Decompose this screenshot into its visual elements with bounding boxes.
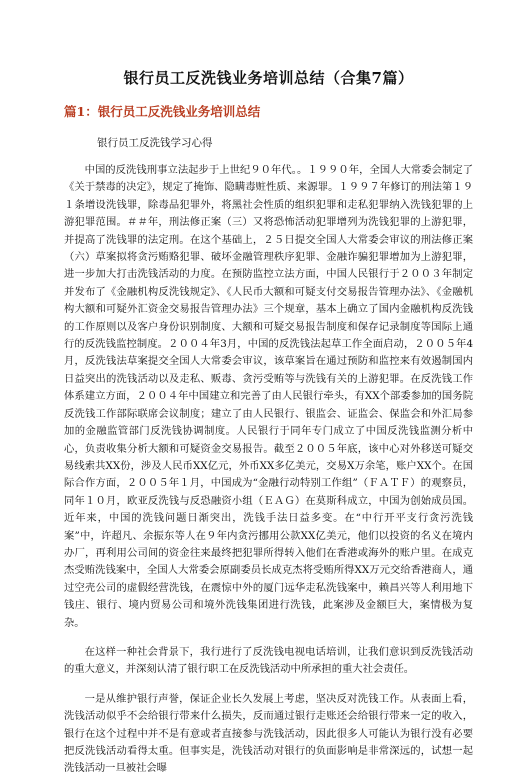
article-subtitle: 银行员工反洗钱学习心得 [97,137,213,149]
section-heading: 篇1：银行员工反洗钱业务培训总结 [64,104,261,119]
document-title: 银行员工反洗钱业务培训总结（合集7篇） [123,69,414,87]
body-paragraph: 一是从维护银行声誉，保证企业长久发展上考虑，坚决反对洗钱工作。从表面上看，洗钱活动似乎不会给银行带来什么损失，反而通过银行走账还会给银行带来一定的收入，银行在这个过程中并不是有意或者直接参与洗钱活动，因此很多人可能认为银行没有必要把反洗钱活动看得太重。但事实是，洗钱活动对银行的负面影响是非常深远的，试想一起洗钱活动一旦被社会曝 [64,692,473,775]
body-paragraph: 在这样一种社会背景下，我行进行了反洗钱电视电话培训，让我们意识到反洗钱活动的重大意义，并深刻认清了银行职工在反洗钱活动中所承担的重大社会责任。 [64,645,473,676]
body-paragraph: 中国的反洗钱刑事立法起步于上世纪９０年代。。１９９０年，全国人大常委会制定了《关于禁毒的决定》，规定了掩饰、隐瞒毒赃性质、来源罪。１９９７年修订的刑法第１９１条增设洗钱罪，除毒品犯罪外，将黑社会性质的组织犯罪和走私犯罪纳入洗钱犯罪的上游犯罪范围。＃＃年，刑法修正案（三）又将恐怖活动犯罪增列为洗钱犯罪的上游犯罪，并提高了洗钱罪的法定刑。在这个基础上，２５日提交全国人大常委会审议的刑法修正案（六）草案拟将贪污贿赂犯罪、破坏金融管理秩序犯罪、金融诈骗犯罪增加为上游犯罪，进一步加大打击洗钱活动的力度。在预防监控立法方面，中国人民银行于２００３年制定并发布了《金融机构反洗钱规定》、《人民币大额和可疑支付交易报告管理办法》、《金融机构大额和可疑外汇资金交易报告管理办法》三个规章，基本上确立了国内金融机构反洗钱的工作原则以及客户身份识别制度、大额和可疑交易报告制度和保存记录制度等国际上通行的反洗钱监控制度。２００４年3月，中国的反洗钱法起草工作全面启动，２００５年4月，反洗钱法草案提交全国人大常委会审议，该草案旨在通过预防和监控来有效遏制国内日益突出的洗钱活动以及走私、贩毒、贪污受贿等与洗钱有关的上游犯罪。在反洗钱工作体系建立方面，２００４年中国建立和完善了由人民银行牵头，有XX个部委参加的国务院反洗钱工作部际联席会议制度；建立了由人民银行、银监会、证监会、保监会和外汇局参加的金融监管部门反洗钱协调制度。人民银行于同年专门成立了中国反洗钱监测分析中心，负责收集分析大额和可疑资金交易报告。截至２００５年底，该中心对外移送可疑交易线索共XX份，涉及人民币XX亿元，外币XX多亿美元，交易X万余笔，账户XX个。在国际合作方面，２００５年１月，中国成为“金融行动特别工作组”（ＦＡＴＦ）的观察员，同年１０月，欧亚反洗钱与反恐融资小组（ＥＡＧ）在莫斯科成立，中国为创始成员国。近年来，中国的洗钱问题日渐突出，洗钱手法日益多变。在“中行开平支行贪污洗钱案”中，许超凡、余振东等人在９年内贪污挪用公款XX亿美元，他们以投资的名义在境内办厂，再利用公司间的资金往来最终把犯罪所得转入他们在香港或海外的账户里。在成克杰受贿洗钱案中，全国人大常委会原副委员长成克杰将受贿所得XX万元交给香港商人，通过空壳公司的虚假经营洗钱，在震惊中外的厦门远华走私洗钱案中，赖昌兴等人利用地下钱庄、银行、境内贸易公司和境外洗钱集团进行洗钱，此案涉及金额巨大，案情极为复杂。 [64,164,473,629]
